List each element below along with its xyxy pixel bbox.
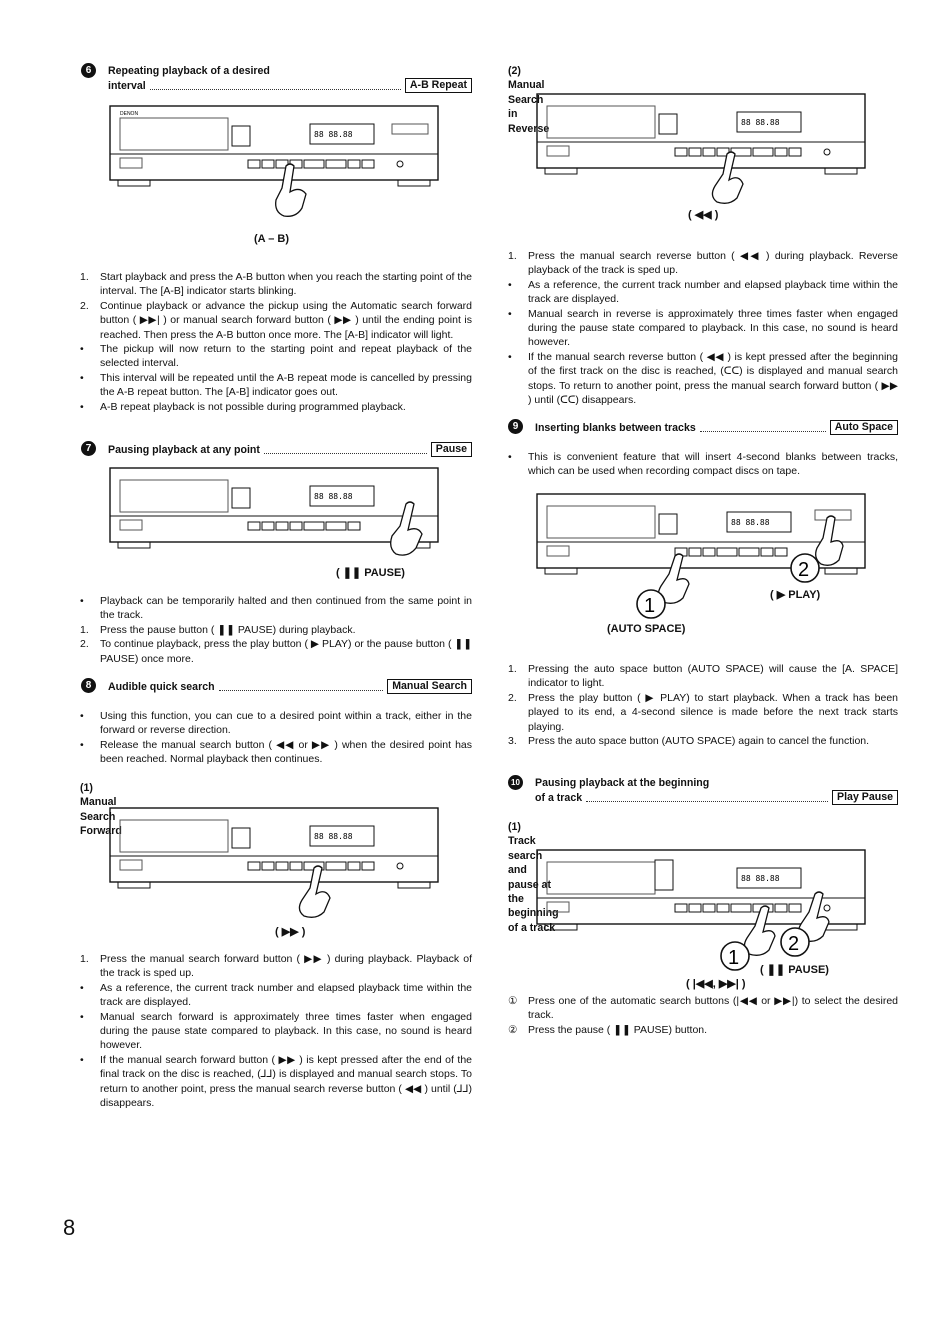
step-list <box>508 249 898 407</box>
cd-player-illustration-pause <box>108 466 442 570</box>
list-item <box>80 623 472 637</box>
list-text: Press the play button ( ▶ PLAY) to start playback. When a track has been played to its end, a 4-second silence is made before the next track starts playing. <box>528 691 898 733</box>
list-item <box>80 637 472 666</box>
page-number: 8 <box>63 1215 76 1240</box>
list-text: Start playback and press the A-B button when you reach the starting point of the interval. The [A-B] indicator starts blinking. <box>100 271 472 298</box>
list-item <box>80 1053 472 1111</box>
leader-dots <box>700 431 826 432</box>
list-marker: 1. <box>508 250 517 262</box>
list-marker: 1. <box>80 953 89 965</box>
search-buttons-caption: ( |◀◀, ▶▶| ) <box>686 978 746 990</box>
list-marker: • <box>80 343 84 356</box>
list-text: Press one of the automatic search buttons (|◀◀ or ▶▶|) to select the desired track. <box>528 995 898 1022</box>
ab-button-caption: (A – B) <box>254 233 290 245</box>
list-text: Continue playback or advance the pickup using the Automatic search forward button ( ▶▶| ) or manual search forward button ( ▶▶ ) until the ending point is reached. Then press the A-B button once more. The [A-B] indicator will light. <box>100 299 472 341</box>
auto-space-button-caption: (AUTO SPACE) <box>607 623 686 635</box>
forward-button-caption: ( ▶▶ ) <box>275 926 306 938</box>
svg-text:2: 2 <box>798 559 810 581</box>
list-text: To continue playback, press the play button ( ▶ PLAY) or the pause button ( ❚❚ PAUSE) once more. <box>100 638 472 665</box>
leader-dots <box>586 801 828 802</box>
section-title: Pausing playback at any point <box>108 444 260 456</box>
svg-text:88 88.88: 88 88.88 <box>731 518 770 527</box>
list-item <box>508 350 898 408</box>
list-text: The pickup will now return to the starting point and repeat playback of the selected interval. <box>100 343 472 370</box>
section-number-badge: 10 <box>508 775 523 790</box>
list-marker: 3. <box>508 735 517 748</box>
play-pause-steps <box>508 994 898 1037</box>
list-marker: ② <box>508 1023 518 1036</box>
list-marker: 1. <box>80 271 89 283</box>
pause-button-caption: ( ❚❚ PAUSE) <box>336 567 405 579</box>
play-button-caption: ( ▶ PLAY) <box>770 589 821 601</box>
leader-dots <box>264 453 427 454</box>
list-marker: ① <box>508 995 518 1007</box>
list-marker: 2. <box>508 691 517 704</box>
list-text: Press the manual search forward button ( ▶▶ ) during playback. Playback of the track is sped up. <box>100 953 472 980</box>
list-item <box>508 1023 898 1037</box>
step-list <box>508 994 898 1037</box>
cd-player-illustration-play-pause <box>535 848 869 974</box>
list-marker: • <box>80 981 84 994</box>
list-marker: • <box>80 400 84 413</box>
list-marker: • <box>80 1010 84 1023</box>
leader-dots <box>219 690 384 691</box>
list-text: A-B repeat playback is not possible during programmed playback. <box>100 400 406 413</box>
list-item <box>508 249 898 278</box>
step-list <box>508 662 898 748</box>
list-marker: • <box>508 350 512 363</box>
cd-player-illustration-forward <box>108 806 442 924</box>
function-label: Pause <box>431 442 472 457</box>
ab-repeat-steps <box>80 270 472 414</box>
list-item <box>80 709 472 738</box>
list-marker: • <box>508 307 512 320</box>
list-item <box>508 734 898 748</box>
audible-search-notes <box>80 709 472 767</box>
section-title-cont: of a track <box>535 792 583 804</box>
section-title: Audible quick search <box>108 681 215 693</box>
svg-text:88 88.88: 88 88.88 <box>314 492 353 501</box>
section-ab-repeat <box>85 64 472 93</box>
list-marker: 2. <box>80 638 89 651</box>
list-marker: • <box>80 1053 84 1066</box>
list-text: As a reference, the current track number and elapsed playback time within the track are displayed. <box>100 981 472 1009</box>
step-list <box>80 952 472 1110</box>
list-item <box>80 981 472 1010</box>
list-text: If the manual search reverse button ( ◀◀ ) is kept pressed after the beginning of the first track on the disc is reached, (ᑕᑕ) is displayed and manual search stops. To return to another point, press the manual search forward button ( ▶▶ ) until (ᑕᑕ) disappears. <box>528 350 898 407</box>
list-item <box>80 299 472 342</box>
list-item <box>80 400 472 414</box>
step-list <box>80 594 472 666</box>
svg-text:88 88.88: 88 88.88 <box>314 832 353 841</box>
list-marker: • <box>508 278 512 291</box>
device-brand: DENON <box>120 111 139 117</box>
svg-text:1: 1 <box>728 947 740 969</box>
list-item <box>508 691 898 734</box>
section-title-cont: interval <box>108 80 146 92</box>
svg-text:1: 1 <box>644 595 656 617</box>
list-item <box>508 278 898 307</box>
list-text: Manual search in reverse is approximately three times faster when engaged during the pause state compared to playback. In this case, no sound is heard however. <box>528 307 898 349</box>
section-number-badge: 7 <box>81 441 96 456</box>
list-item <box>80 738 472 767</box>
list-item <box>80 952 472 981</box>
step-list <box>80 270 472 414</box>
list-item <box>80 371 472 400</box>
svg-text:88 88.88: 88 88.88 <box>314 130 353 139</box>
subsection-search-reverse: (2)Manual Search in Reverse <box>508 65 550 135</box>
section-number-badge: 8 <box>81 678 96 693</box>
svg-text:2: 2 <box>788 933 800 955</box>
search-forward-steps <box>80 952 472 1110</box>
leader-dots <box>150 89 401 90</box>
list-text: Pressing the auto space button (AUTO SPACE) will cause the [A. SPACE] indicator to light. <box>528 663 898 690</box>
function-label: Auto Space <box>830 420 898 435</box>
list-item <box>80 1010 472 1053</box>
pause-button-caption: ( ❚❚ PAUSE) <box>760 964 829 976</box>
list-marker: 2. <box>80 299 89 312</box>
list-marker: • <box>80 710 84 722</box>
subsection-search-forward: (1)Manual Search Forward <box>80 782 122 838</box>
cd-player-illustration-reverse <box>535 92 869 212</box>
section-title: Inserting blanks between tracks <box>535 422 696 434</box>
section-auto-space <box>512 420 898 435</box>
list-text: Press the pause ( ❚❚ PAUSE) button. <box>528 1023 708 1036</box>
list-item <box>80 594 472 623</box>
list-marker: • <box>80 595 84 607</box>
function-label: A-B Repeat <box>405 78 472 93</box>
list-text: Playback can be temporarily halted and then continued from the same point in the track. <box>100 595 472 622</box>
list-item <box>80 270 472 299</box>
section-pause <box>85 442 472 457</box>
function-label: Play Pause <box>832 790 898 805</box>
subsection-track-search-pause: (1)Track search and pause at the beginning of a track <box>508 821 559 934</box>
auto-space-intro <box>508 450 898 479</box>
reverse-button-caption: ( ◀◀ ) <box>688 209 719 221</box>
list-item: • This is convenient feature that will insert 4-second blanks between tracks, which can be used when recording compact discs on tape. <box>508 451 898 478</box>
list-marker: 1. <box>80 623 89 636</box>
list-item <box>508 662 898 691</box>
svg-text:88 88.88: 88 88.88 <box>741 118 780 127</box>
list-item <box>508 994 898 1023</box>
auto-space-steps <box>508 662 898 748</box>
list-text: As a reference, the current track number and elapsed playback time within the track are displayed. <box>528 278 898 306</box>
list-item <box>80 342 472 371</box>
list-text: If the manual search forward button ( ▶▶ ) is kept pressed after the end of the final track on the disc is reached, (⅃⅃) is displayed and manual search stops. To return to another point, press the manual search reverse button ( ◀◀ ) until (⅃⅃) disappears. <box>100 1053 472 1110</box>
search-reverse-steps <box>508 249 898 407</box>
cd-player-illustration-auto-space <box>535 492 869 622</box>
section-audible-search <box>85 679 472 694</box>
list-item <box>508 307 898 350</box>
list-text: Press the pause button ( ❚❚ PAUSE) during playback. <box>100 623 356 636</box>
section-title: Pausing playback at the beginning <box>535 777 710 789</box>
list-text: Press the manual search reverse button ( ◀◀ ) during playback. Reverse playback of the track is sped up. <box>528 250 898 277</box>
list-marker: • <box>80 738 84 751</box>
svg-text:88 88.88: 88 88.88 <box>741 874 780 883</box>
list-text: Using this function, you can cue to a desired point within a track, either in the forward or reverse direction. <box>100 710 472 737</box>
list-marker: • <box>80 371 84 384</box>
list-text: Press the auto space button (AUTO SPACE) again to cancel the function. <box>528 735 870 748</box>
pause-steps <box>80 594 472 666</box>
function-label: Manual Search <box>387 679 472 694</box>
list-text: Manual search forward is approximately three times faster when engaged during the pause state compared to playback. In this case, no sound is heard however. <box>100 1010 472 1052</box>
section-number-badge: 9 <box>508 419 523 434</box>
section-title: Repeating playback of a desired <box>108 65 270 77</box>
section-number-badge: 6 <box>81 63 96 78</box>
list-marker: 1. <box>508 663 517 675</box>
list-text: Release the manual search button ( ◀◀ or ▶▶ ) when the desired point has been reached. Normal playback then continues. <box>100 738 472 766</box>
section-play-pause <box>511 776 898 805</box>
cd-player-illustration-ab <box>108 104 442 232</box>
list-text: This interval will be repeated until the A-B repeat mode is cancelled by pressing the A-B repeat button. The [A-B] indicator goes out. <box>100 371 472 399</box>
note-list <box>80 709 472 767</box>
